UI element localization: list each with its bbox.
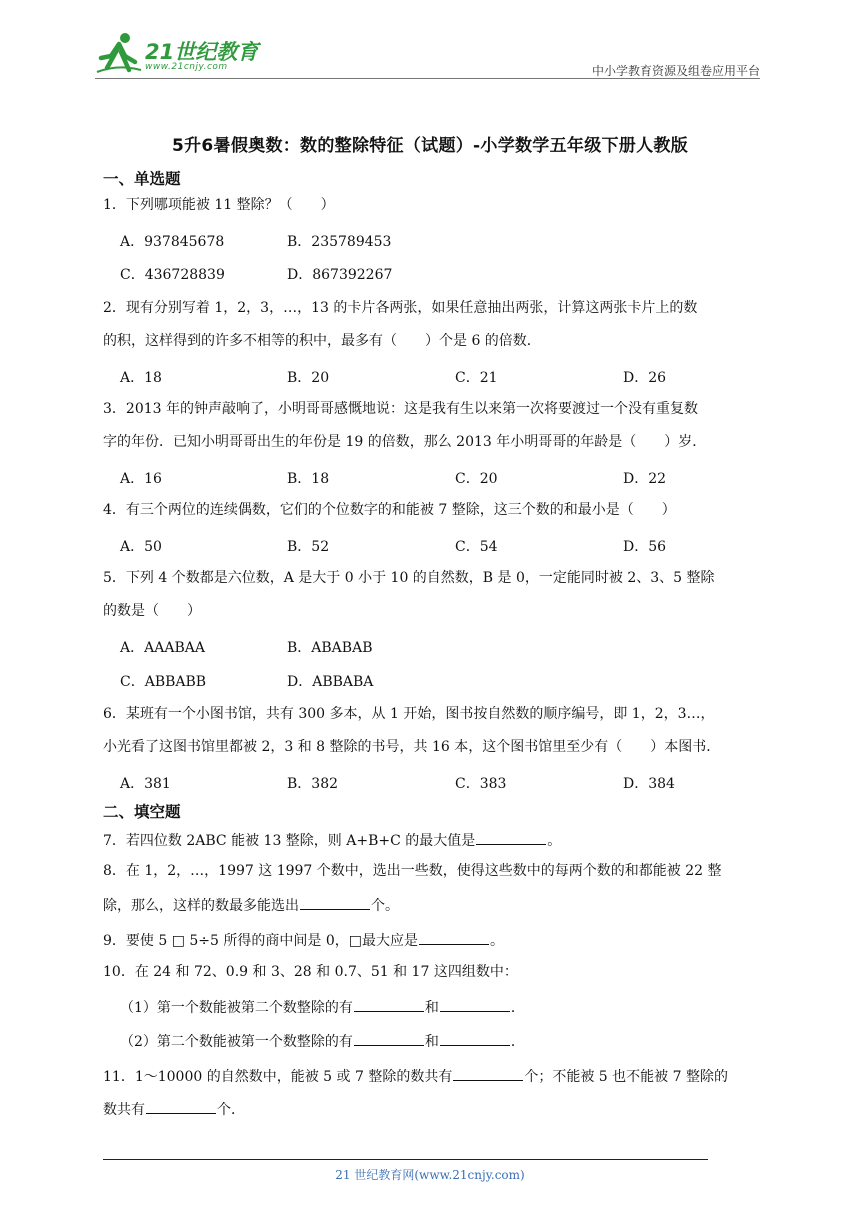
q5-option-b[interactable]: B．ABABAB xyxy=(287,640,373,656)
logo-url: www.21cnjy.com xyxy=(145,62,228,72)
q11-text-2: 数共有 xyxy=(103,1102,145,1118)
section-heading-fill: 二、填空题 xyxy=(103,803,181,821)
question-11-line2 xyxy=(103,1099,245,1119)
q7-answer-blank[interactable] xyxy=(476,830,546,845)
q7-text: 7．若四位数 2ABC 能被 13 整除，则 A+B+C 的最大值是 xyxy=(103,833,476,849)
q6-option-a[interactable]: A．381 xyxy=(120,776,171,792)
question-6-line2: 小光看了这图书馆里都被 2，3 和 8 整除的书号，共 16 本，这个图书馆里至少有（ ）本图书． xyxy=(103,739,721,755)
logo-text: 21世纪教育 xyxy=(145,40,259,64)
q10-sub2-end: ． xyxy=(510,1034,525,1050)
q10-sub1-text: （1）第一个数能被第二个数整除的有 xyxy=(120,1000,353,1016)
q10-sub1-blank-2[interactable] xyxy=(440,997,510,1012)
q1-option-b[interactable]: B．235789453 xyxy=(287,234,392,250)
q1-option-c[interactable]: C．436728839 xyxy=(120,267,225,283)
footer-link[interactable]: 21 世纪教育网(www.21cnjy.com) xyxy=(335,1168,525,1182)
question-4: 4．有三个两位的连续偶数，它们的个位数字的和能被 7 整除，这三个数的和最小是（ ） xyxy=(103,502,676,518)
q8-answer-blank[interactable] xyxy=(300,895,370,910)
question-2-line1: 2．现有分别写着 1，2，3，…，13 的卡片各两张，如果任意抽出两张，计算这两张卡片上的数 xyxy=(103,300,698,316)
q2-option-d[interactable]: D．26 xyxy=(623,370,667,386)
q10-sub1-end: ． xyxy=(510,1000,525,1016)
question-5-line2: 的数是（ ） xyxy=(103,603,201,619)
q2-option-c[interactable]: C．21 xyxy=(455,370,498,386)
page-header xyxy=(95,30,760,78)
q6-option-d[interactable]: D．384 xyxy=(623,776,675,792)
site-name: 中小学教育资源及组卷应用平台 xyxy=(591,64,760,78)
question-6-line1: 6．某班有一个小图书馆，共有 300 多本，从 1 开始，图书按自然数的顺序编号，即 1，2，3…， xyxy=(103,706,715,722)
q10-sub1-blank-1[interactable] xyxy=(354,997,424,1012)
q6-option-b[interactable]: B．382 xyxy=(287,776,339,792)
q11-text: 11．1～10000 的自然数中，能被 5 或 7 整除的数共有 xyxy=(103,1069,453,1085)
question-8-line2 xyxy=(103,895,399,915)
q10-sub2-blank-2[interactable] xyxy=(440,1031,510,1046)
page-title: 5升6暑假奥数：数的整除特征（试题）-小学数学五年级下册人教版 xyxy=(171,136,688,156)
q10-sub2-and: 和 xyxy=(424,1034,439,1050)
q5-option-c[interactable]: C．ABBABB xyxy=(120,674,207,690)
q9-answer-blank[interactable] xyxy=(419,930,489,945)
footer-divider xyxy=(103,1159,708,1160)
q4-option-d[interactable]: D．56 xyxy=(623,539,667,555)
question-3-line2: 字的年份．已知小明哥哥出生的年份是 19 的倍数，那么 2013 年小明哥哥的年龄是（ ）岁． xyxy=(103,434,707,450)
question-11-line1 xyxy=(103,1066,728,1086)
q7-text-end: 。 xyxy=(547,833,562,849)
q2-option-b[interactable]: B．20 xyxy=(287,370,330,386)
q5-option-d[interactable]: D．ABBABA xyxy=(287,674,374,690)
q4-option-b[interactable]: B．52 xyxy=(287,539,330,555)
question-1: 1．下列哪项能被 11 整除？（ ） xyxy=(103,197,335,213)
q4-option-a[interactable]: A．50 xyxy=(120,539,162,555)
q11-answer-blank-2[interactable] xyxy=(146,1099,216,1114)
q10-sub1-and: 和 xyxy=(424,1000,439,1016)
question-9 xyxy=(103,930,504,950)
q3-option-b[interactable]: B．18 xyxy=(287,471,330,487)
question-3-line1: 3．2013 年的钟声敲响了，小明哥哥感慨地说：这是我有生以来第一次将要渡过一个没有重复数 xyxy=(103,401,698,417)
q9-text: 9．要使 5 □ 5÷5 所得的商中间是 0，□最大应是 xyxy=(103,933,418,949)
section-heading-choice: 一、单选题 xyxy=(103,170,181,188)
question-8-line1: 8．在 1，2，…，1997 这 1997 个数中，选出一些数，使得这些数中的每两个数的和都能被 22 整 xyxy=(103,863,722,879)
question-2-line2: 的积，这样得到的许多不相等的积中，最多有（ ）个是 6 的倍数． xyxy=(103,333,541,349)
q4-option-c[interactable]: C．54 xyxy=(455,539,498,555)
q8-text: 除，那么，这样的数最多能选出 xyxy=(103,898,299,914)
q11-text-end: 个． xyxy=(217,1102,245,1118)
q3-option-c[interactable]: C．20 xyxy=(455,471,498,487)
q11-text-mid: 个；不能被 5 也不能被 7 整除的 xyxy=(524,1069,728,1085)
q9-text-end: 。 xyxy=(489,933,504,949)
q10-sub2-text: （2）第二个数能被第一个数整除的有 xyxy=(120,1034,353,1050)
q5-option-a[interactable]: A．AAABAA xyxy=(120,640,205,656)
q1-option-d[interactable]: D．867392267 xyxy=(287,267,393,283)
site-logo[interactable] xyxy=(95,30,265,76)
q2-option-a[interactable]: A．18 xyxy=(120,370,162,386)
q10-sub1 xyxy=(120,997,525,1017)
q10-sub2 xyxy=(120,1031,525,1051)
q3-option-a[interactable]: A．16 xyxy=(120,471,162,487)
runner-logo-icon xyxy=(95,30,143,74)
q11-answer-blank-1[interactable] xyxy=(453,1066,523,1081)
header-divider xyxy=(95,78,760,79)
q3-option-d[interactable]: D．22 xyxy=(623,471,667,487)
question-5-line1: 5．下列 4 个数都是六位数，A 是大于 0 小于 10 的自然数，B 是 0，一定能同时被 2、3、5 整除 xyxy=(103,570,715,586)
q1-option-a[interactable]: A．937845678 xyxy=(120,234,225,250)
question-7 xyxy=(103,830,561,850)
q10-sub2-blank-1[interactable] xyxy=(354,1031,424,1046)
q8-text-end: 个。 xyxy=(371,898,399,914)
question-10: 10．在 24 和 72、0.9 和 3、28 和 0.7、51 和 17 这四组数中： xyxy=(103,964,518,980)
q6-option-c[interactable]: C．383 xyxy=(455,776,507,792)
